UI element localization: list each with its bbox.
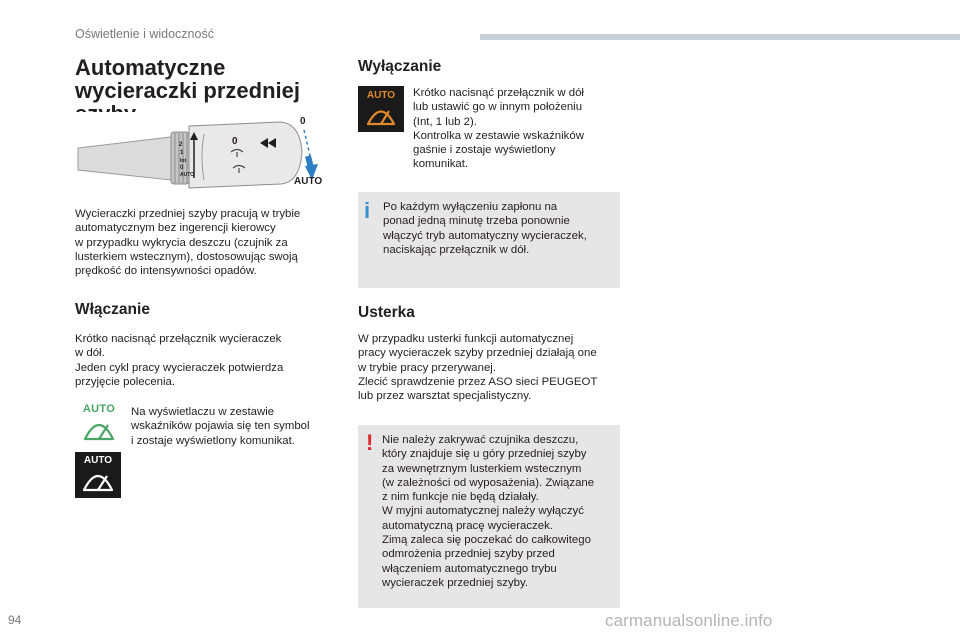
marker-bottom-label: AUTO: [294, 176, 323, 187]
heading-usterka: Usterka: [358, 304, 415, 321]
stalk-label-2: 2: [179, 142, 183, 148]
heading-wylaczanie: Wyłączanie: [358, 58, 442, 75]
info-box: [358, 192, 620, 288]
wiper-icon: [76, 415, 122, 445]
stalk-label-int: Int: [180, 158, 187, 164]
auto-label-light: AUTO: [82, 403, 116, 415]
auto-wiper-indicator-light: [76, 403, 122, 449]
auto-label-dark: AUTO: [83, 455, 113, 466]
watermark: carmanualsonline.info: [605, 611, 773, 630]
info-box-text: Po każdym wyłączeniu zapłonu na ponad jedną minutę trzeba ponownie włączyć tryb automatyczny wycieraczek, naciskając przełącznik w dół.: [383, 201, 587, 256]
stalk-label-auto: AUTO: [180, 172, 195, 178]
intro-text: Wycieraczki przedniej szyby pracują w trybie automatycznym bez ingerencji kierowcy w przypadku wykrycia deszczu (czujnik za lusterkiem wstecznym), dostosowując swoją prędkość do intensywności opadów.: [75, 208, 301, 278]
auto-wiper-indicator-amber: [358, 86, 404, 132]
header-bar: [480, 34, 960, 40]
wiper-stalk-icon: [76, 112, 326, 194]
section-header: Oświetlenie i widoczność: [75, 27, 214, 41]
info-icon: i: [364, 198, 371, 223]
wiper-icon: [75, 466, 121, 496]
stalk-label-off: 0: [232, 136, 238, 147]
stalk-label-0: 0: [180, 165, 184, 171]
warning-box: [358, 425, 620, 608]
warning-icon: !: [366, 430, 374, 455]
stalk-label-1: 1: [180, 150, 184, 156]
icon-note-text: Na wyświetlaczu w zestawie wskaźników pojawia się ten symbol i zostaje wyświetlony komunikat.: [131, 406, 310, 447]
usterka-text: W przypadku usterki funkcji automatycznej pracy wycieraczek szyby przedniej działają one w trybie pracy przerywanej. Zlecić sprawdzenie przez ASO sieci PEUGEOT lub przez warsztat specjalistyczny.: [358, 333, 598, 403]
warning-box-text: Nie należy zakrywać czujnika deszczu, który znajduje się u góry przedniej szyby za wewnętrznym lusterkiem wstecznym (w zależności od wyposażenia). Związane z nim funkcje nie będą działały. W myjni automatycznej należy wyłączyć automatyczną pracę wycieraczek. Zimą zaleca się poczekać do całkowitego odmrożenia przedniej szyby przed włączeniem automatycznego trybu wycieraczek przedniej szyby.: [382, 434, 595, 589]
marker-top-label: 0: [300, 116, 306, 127]
page-number: 94: [8, 613, 22, 627]
wylaczanie-text: Krótko nacisnąć przełącznik w dół lub ustawić go w innym położeniu (Int, 1 lub 2). Kontrolka w zestawie wskaźników gaśnie i zostaje wyświetlony komunikat.: [413, 87, 584, 171]
wlaczanie-text: Krótko nacisnąć przełącznik wycieraczek w dół. Jeden cykl pracy wycieraczek potwierdza przyjęcie polecenia.: [75, 333, 284, 388]
wiper-icon: [358, 101, 404, 129]
wiper-stalk-illustration: [76, 112, 326, 194]
page-title: Automatyczne wycieraczki przedniej: [75, 55, 300, 103]
auto-label-amber: AUTO: [366, 90, 396, 101]
heading-wlaczanie: Włączanie: [75, 301, 150, 318]
auto-wiper-indicator-dark: [75, 452, 121, 498]
